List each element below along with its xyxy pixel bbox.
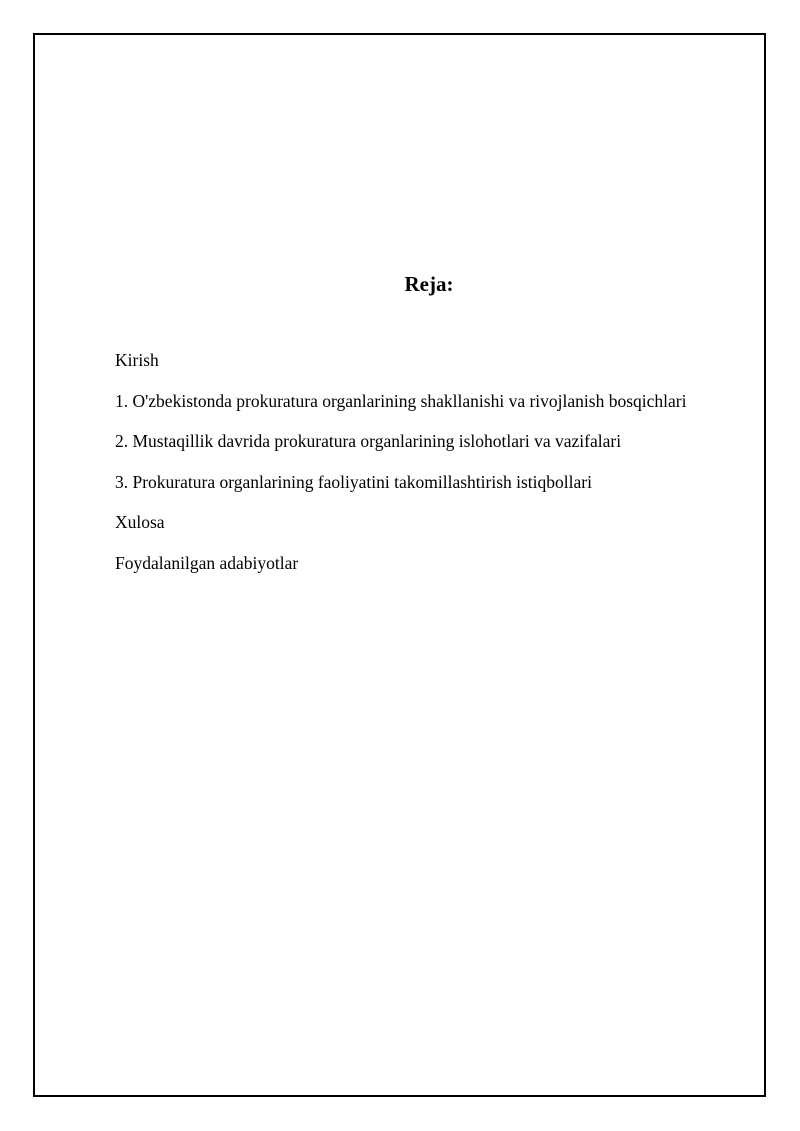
toc-item-introduction: Kirish (115, 350, 159, 370)
table-of-contents (115, 350, 686, 594)
page-title: Reja: (404, 272, 454, 296)
toc-item-chapter-1: 1. O'zbekistonda prokuratura organlarining shakllanishi va rivojlanish bosqichlari (115, 390, 687, 411)
toc-item-chapter-2: 2. Mustaqillik davrida prokuratura organlarining islohotlari va vazifalari (115, 431, 622, 452)
toc-item-references: Foydalanilgan adabiyotlar (115, 552, 299, 573)
toc-item-chapter-3: 3. Prokuratura organlarining faoliyatini takomillashtirish istiqbollari (115, 471, 592, 492)
toc-item-conclusion: Xulosa (115, 512, 165, 533)
